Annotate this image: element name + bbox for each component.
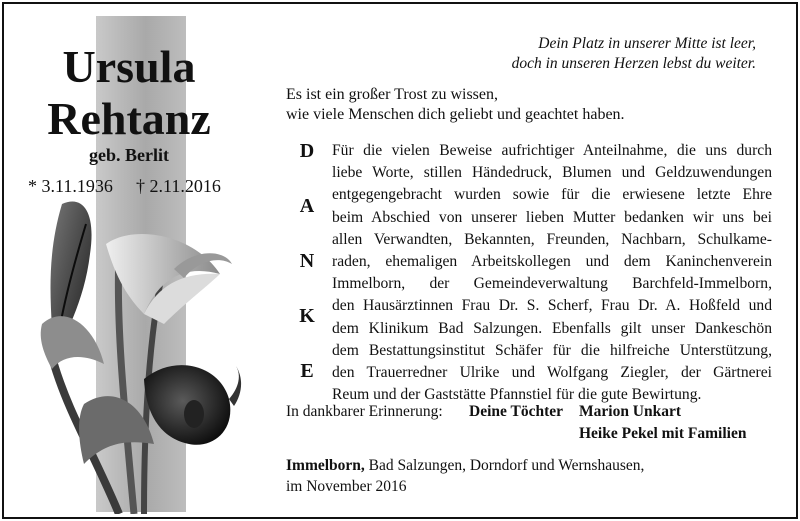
calla-lily-image [24,194,244,514]
body-line: liebe Worte, stillen Händedruck, Blumen und Geldzuwendungen [332,164,772,182]
birth-date: * 3.11.1936 [28,176,113,196]
signature-name: Heike Pekel mit Familien [579,425,747,442]
place-line [286,457,644,475]
thanks-body [332,140,772,406]
body-line: den Hausärztinnen Frau Dr. S. Scherf, Frau Dr. A. Hoßfeld und [332,297,772,315]
obituary-notice [2,2,798,519]
place-rest: Bad Salzungen, Dorndorf und Wernshausen, [364,457,645,474]
body-line: raden, ehemaligen Arbeitskollegen und dem Kaninchenverein [332,253,772,271]
motto-line: Dein Platz in unserer Mitte ist leer, [538,35,756,52]
body-line: entgegengebracht wurden sowie für die erwiesene letzte Ehre [332,186,772,204]
danke-letter: K [299,305,315,327]
danke-letter: A [299,195,315,217]
intro-line: wie viele Menschen dich geliebt und geachtet haben. [286,106,625,123]
intro-text [286,85,625,125]
signature-group: Deine Töchter [469,403,563,420]
body-line: den Trauerredner Ulrike und Wolfgang Ziegler, der Gärtnerei [332,364,772,382]
motto-line: doch in unseren Herzen lebst du weiter. [511,55,756,72]
intro-line: Es ist ein großer Trost zu wissen, [286,86,498,103]
maiden-name: geb. Berlit [89,145,169,165]
danke-letter: D [299,140,315,162]
body-line: Immelborn, der Gemeindeverwaltung Barchfeld-Immelborn, [332,275,772,293]
danke-letter: N [299,250,315,272]
last-name: Rehtanz [47,93,211,144]
body-line: Für die vielen Beweise aufrichtiger Anteilnahme, die uns durch [332,142,772,159]
notice-date: im November 2016 [286,478,407,495]
signature-label: In dankbarer Erinnerung: [286,403,443,420]
body-line: dem Klinikum Bad Salzungen. Ebenfalls gilt unser Dankeschön [332,319,772,337]
motto [512,34,756,74]
body-line: Reum und der Gaststätte Pfannstiel für die gute Bewirtung. [332,386,702,404]
death-date: † 2.11.2016 [136,176,221,196]
body-line: allen Verwandten, Bekannten, Freunden, Nachbarn, Schulkame- [332,230,772,248]
signature-name: Marion Unkart [579,403,682,420]
body-line: dem Bestattungsinstitut Schäfer für die hilfreiche Unterstützung, [332,341,772,359]
first-name: Ursula [62,41,196,92]
place-town: Immelborn, [286,457,365,474]
body-line: beim Abschied von unserer lieben Mutter bedanken wir uns bei [332,208,772,226]
danke-letter: E [300,360,314,382]
